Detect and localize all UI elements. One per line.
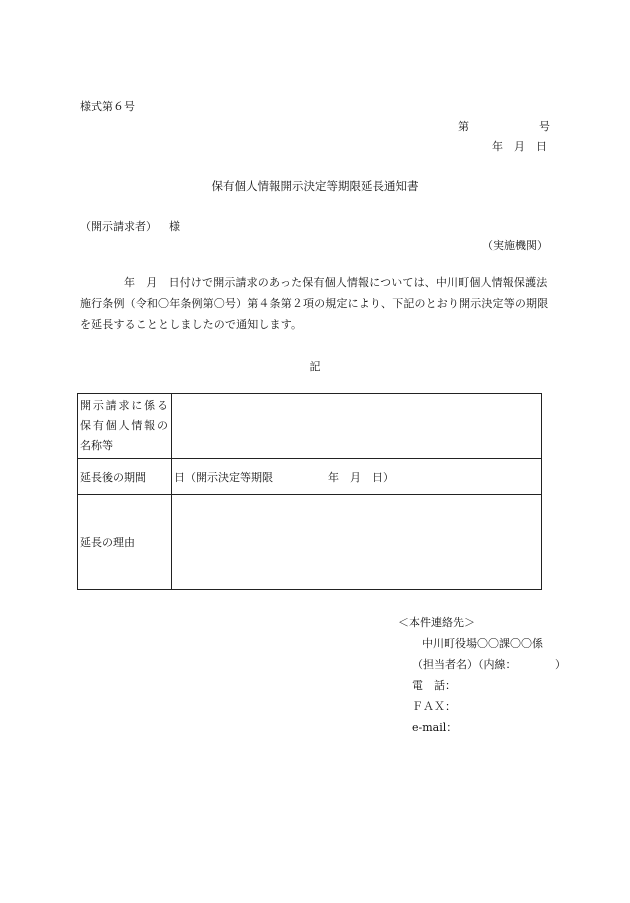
table-row [78,459,542,495]
table-row [78,394,542,459]
issue-date: 年 月 日 [492,140,547,153]
extension-reason-value[interactable] [172,495,542,590]
extended-period-value[interactable]: 日（開示決定等期限 年 月 日） [172,459,542,495]
notice-body: 年 月 日付けで開示請求のあった保有個人情報については、中川町個人情報保護法施行条例（令和〇年条例第〇号）第４条第２項の規定により、下記のとおり開示決定等の期限を延長することとしましたので通知します。 [80,276,549,331]
recipient-honorific: 様 [169,220,180,233]
personal-info-name-label: 開示請求に係る 保有個人情報の 名称等 [78,394,172,459]
contact-heading: ＜本件連絡先＞ [398,616,475,629]
contact-fax: ＦＡＸ： [412,700,456,713]
document-number-prefix: 第 [458,120,469,133]
contact-office: 中川町役場〇〇課〇〇係 [422,637,543,650]
extended-period-label: 延長後の期間 [78,459,172,495]
implementing-organization: （実施機関） [482,239,548,252]
details-table [77,393,542,590]
form-number: 様式第６号 [80,100,135,113]
table-row [78,495,542,590]
contact-phone: 電 話： [412,679,456,692]
extension-reason-label: 延長の理由 [78,495,172,590]
document-number-suffix: 号 [539,120,550,133]
contact-block [398,612,566,738]
document-title: 保有個人情報開示決定等期限延長通知書 [211,179,419,193]
recipient-line [80,218,180,234]
contact-person: （担当者名）（内線： ） [412,658,566,671]
personal-info-name-value[interactable] [172,394,542,459]
recipient-name: （開示請求者） [80,220,157,233]
ki-heading: 記 [309,360,321,373]
contact-email: e-mail： [412,721,458,734]
